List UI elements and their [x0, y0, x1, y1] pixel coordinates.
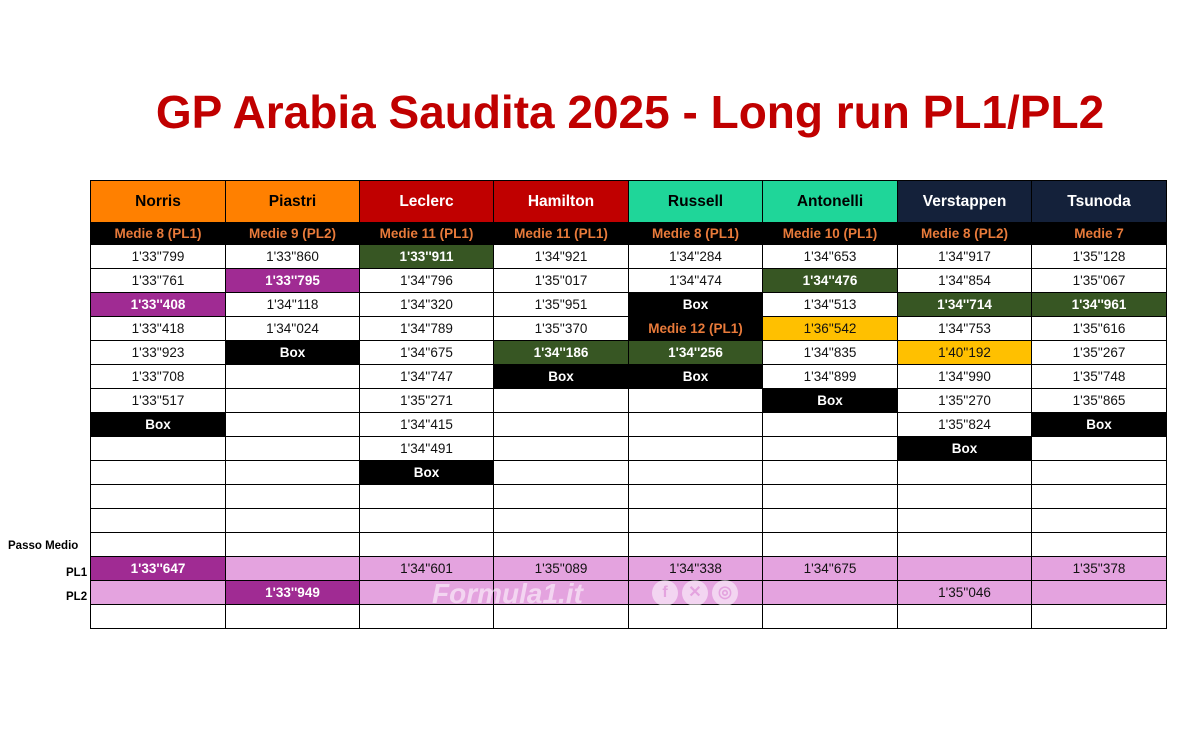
lap-time-cell: 1'34''990: [898, 365, 1032, 389]
lap-time-cell: 1'33''860: [226, 245, 360, 269]
lap-time-cell: [629, 533, 763, 557]
average-pace-cell: 1'33''647: [91, 557, 226, 581]
compound-cell: Medie 11 (PL1): [494, 223, 629, 245]
average-pace-cell: [226, 557, 360, 581]
lap-time-cell: 1'35''267: [1032, 341, 1167, 365]
lap-time-cell: Medie 12 (PL1): [629, 317, 763, 341]
lap-time-cell: [629, 437, 763, 461]
lap-time-cell: 1'34''917: [898, 245, 1032, 269]
lap-time-cell: [226, 485, 360, 509]
lap-row: [91, 413, 1167, 437]
lap-time-cell: [763, 533, 898, 557]
box-cell: Box: [1032, 413, 1167, 437]
lap-time-cell: 1'35''270: [898, 389, 1032, 413]
lap-time-cell: [226, 437, 360, 461]
lap-time-cell: [763, 485, 898, 509]
average-pace-cell: 1'33''949: [226, 581, 360, 605]
pl1-row-label: PL1: [66, 567, 88, 579]
page-title: GP Arabia Saudita 2025 - Long run PL1/PL2: [155, 86, 1105, 138]
lap-time-cell: [494, 533, 629, 557]
lap-time-cell: 1'34''491: [360, 437, 494, 461]
lap-time-cell: [1032, 461, 1167, 485]
facebook-icon: f: [652, 580, 678, 606]
lap-row: [91, 245, 1167, 269]
average-pace-cell: [629, 605, 763, 629]
lap-time-cell: [494, 461, 629, 485]
compound-cell: Medie 8 (PL1): [91, 223, 226, 245]
lap-time-cell: 1'34''653: [763, 245, 898, 269]
lap-time-cell: 1'35''017: [494, 269, 629, 293]
compound-cell: Medie 11 (PL1): [360, 223, 494, 245]
average-pace-cell: [898, 557, 1032, 581]
box-cell: Box: [91, 413, 226, 437]
compound-cell: Medie 10 (PL1): [763, 223, 898, 245]
driver-header-verstappen: Verstappen: [898, 181, 1032, 223]
lap-time-cell: 1'34''320: [360, 293, 494, 317]
lap-time-cell: 1'34''476: [763, 269, 898, 293]
lap-row: [91, 533, 1167, 557]
lap-time-cell: 1'34''415: [360, 413, 494, 437]
average-pace-row: [91, 605, 1167, 629]
driver-header-hamilton: Hamilton: [494, 181, 629, 223]
driver-header-norris: Norris: [91, 181, 226, 223]
lap-time-cell: 1'35''128: [1032, 245, 1167, 269]
lap-time-cell: 1'33''795: [226, 269, 360, 293]
lap-time-cell: 1'35''748: [1032, 365, 1167, 389]
lap-time-cell: [226, 461, 360, 485]
lap-time-cell: [763, 413, 898, 437]
instagram-icon: ◎: [712, 580, 738, 606]
lap-time-cell: [898, 485, 1032, 509]
lap-time-cell: 1'35''370: [494, 317, 629, 341]
lap-row: [91, 437, 1167, 461]
lap-time-cell: 1'33''708: [91, 365, 226, 389]
average-pace-cell: [763, 581, 898, 605]
lap-row: [91, 269, 1167, 293]
lap-time-cell: [763, 509, 898, 533]
lap-time-cell: [91, 485, 226, 509]
lap-row: [91, 389, 1167, 413]
lap-time-cell: 1'34''186: [494, 341, 629, 365]
compound-cell: Medie 8 (PL2): [898, 223, 1032, 245]
lap-time-cell: 1'34''796: [360, 269, 494, 293]
lap-time-cell: 1'34''753: [898, 317, 1032, 341]
lap-time-cell: 1'34''118: [226, 293, 360, 317]
lap-time-cell: 1'33''799: [91, 245, 226, 269]
average-pace-cell: 1'35''046: [898, 581, 1032, 605]
box-cell: Box: [898, 437, 1032, 461]
average-pace-row: [91, 581, 1167, 605]
compound-cell: Medie 7: [1032, 223, 1167, 245]
lap-time-cell: 1'36''542: [763, 317, 898, 341]
lap-time-cell: [763, 461, 898, 485]
average-pace-cell: 1'34''675: [763, 557, 898, 581]
lap-time-cell: 1'33''408: [91, 293, 226, 317]
lap-time-cell: [494, 509, 629, 533]
lap-time-cell: [1032, 509, 1167, 533]
average-pace-cell: [898, 605, 1032, 629]
average-pace-cell: [1032, 605, 1167, 629]
lap-time-cell: [226, 413, 360, 437]
lap-time-cell: 1'33''517: [91, 389, 226, 413]
lap-time-cell: 1'33''761: [91, 269, 226, 293]
watermark-text: Formula1.it: [432, 578, 583, 609]
driver-header-row: [91, 181, 1167, 223]
driver-header-piastri: Piastri: [226, 181, 360, 223]
lap-time-cell: 1'35''824: [898, 413, 1032, 437]
lap-time-cell: [629, 461, 763, 485]
average-pace-cell: [226, 605, 360, 629]
lap-row: [91, 341, 1167, 365]
lap-time-cell: 1'33''923: [91, 341, 226, 365]
lap-time-cell: 1'34''921: [494, 245, 629, 269]
lap-time-cell: 1'34''899: [763, 365, 898, 389]
lap-time-cell: [898, 533, 1032, 557]
lap-time-cell: 1'34''024: [226, 317, 360, 341]
lap-time-cell: [494, 413, 629, 437]
average-pace-cell: 1'34''338: [629, 557, 763, 581]
driver-header-leclerc: Leclerc: [360, 181, 494, 223]
lap-time-cell: [898, 509, 1032, 533]
lap-time-cell: 1'34''284: [629, 245, 763, 269]
lap-time-cell: [91, 509, 226, 533]
watermark-social-icons: [652, 580, 738, 606]
lap-time-cell: [91, 461, 226, 485]
lap-time-cell: [226, 389, 360, 413]
box-cell: Box: [360, 461, 494, 485]
lap-time-cell: [763, 437, 898, 461]
lap-time-cell: [91, 437, 226, 461]
average-pace-cell: 1'35''378: [1032, 557, 1167, 581]
lap-time-cell: 1'34''854: [898, 269, 1032, 293]
lap-time-cell: [494, 485, 629, 509]
lap-time-cell: [226, 509, 360, 533]
lap-time-cell: [494, 437, 629, 461]
lap-row: [91, 293, 1167, 317]
driver-header-russell: Russell: [629, 181, 763, 223]
lap-time-cell: [1032, 485, 1167, 509]
lap-row: [91, 365, 1167, 389]
lap-time-cell: [360, 509, 494, 533]
passo-medio-label: Passo Medio: [8, 540, 79, 552]
lap-row: [91, 485, 1167, 509]
lap-time-cell: [629, 485, 763, 509]
box-cell: Box: [226, 341, 360, 365]
average-pace-cell: [91, 581, 226, 605]
lap-time-cell: 1'34''789: [360, 317, 494, 341]
pl2-row-label: PL2: [66, 591, 88, 603]
lap-time-cell: [494, 389, 629, 413]
average-pace-cell: 1'35''089: [494, 557, 629, 581]
average-pace-row: [91, 557, 1167, 581]
lap-time-cell: [91, 533, 226, 557]
lap-time-cell: 1'33''418: [91, 317, 226, 341]
lap-time-cell: 1'35''951: [494, 293, 629, 317]
driver-header-antonelli: Antonelli: [763, 181, 898, 223]
lap-time-cell: [898, 461, 1032, 485]
lap-time-cell: [1032, 533, 1167, 557]
long-run-table: [90, 180, 1167, 629]
lap-time-cell: [360, 533, 494, 557]
lap-time-cell: 1'34''747: [360, 365, 494, 389]
lap-time-cell: 1'34''513: [763, 293, 898, 317]
lap-time-cell: [226, 533, 360, 557]
lap-time-cell: 1'34''714: [898, 293, 1032, 317]
box-cell: Box: [763, 389, 898, 413]
average-pace-cell: [91, 605, 226, 629]
compound-cell: Medie 8 (PL1): [629, 223, 763, 245]
lap-time-cell: 1'35''616: [1032, 317, 1167, 341]
lap-time-cell: [629, 413, 763, 437]
driver-header-tsunoda: Tsunoda: [1032, 181, 1167, 223]
lap-time-cell: 1'34''961: [1032, 293, 1167, 317]
lap-time-cell: 1'35''271: [360, 389, 494, 413]
compound-row: [91, 223, 1167, 245]
lap-time-cell: 1'34''474: [629, 269, 763, 293]
average-pace-cell: 1'34''601: [360, 557, 494, 581]
lap-time-cell: [629, 509, 763, 533]
lap-time-cell: 1'35''067: [1032, 269, 1167, 293]
box-cell: Box: [629, 293, 763, 317]
lap-time-cell: 1'34''835: [763, 341, 898, 365]
lap-time-cell: 1'35''865: [1032, 389, 1167, 413]
lap-time-cell: 1'34''675: [360, 341, 494, 365]
lap-row: [91, 317, 1167, 341]
lap-time-cell: [629, 389, 763, 413]
x-icon: ✕: [682, 580, 708, 606]
lap-row: [91, 461, 1167, 485]
lap-time-cell: [1032, 437, 1167, 461]
box-cell: Box: [494, 365, 629, 389]
lap-time-cell: 1'40''192: [898, 341, 1032, 365]
lap-time-cell: 1'33''911: [360, 245, 494, 269]
lap-time-cell: [360, 485, 494, 509]
average-pace-cell: [763, 605, 898, 629]
lap-time-cell: 1'34''256: [629, 341, 763, 365]
lap-time-cell: [226, 365, 360, 389]
box-cell: Box: [629, 365, 763, 389]
compound-cell: Medie 9 (PL2): [226, 223, 360, 245]
lap-row: [91, 509, 1167, 533]
average-pace-cell: [1032, 581, 1167, 605]
